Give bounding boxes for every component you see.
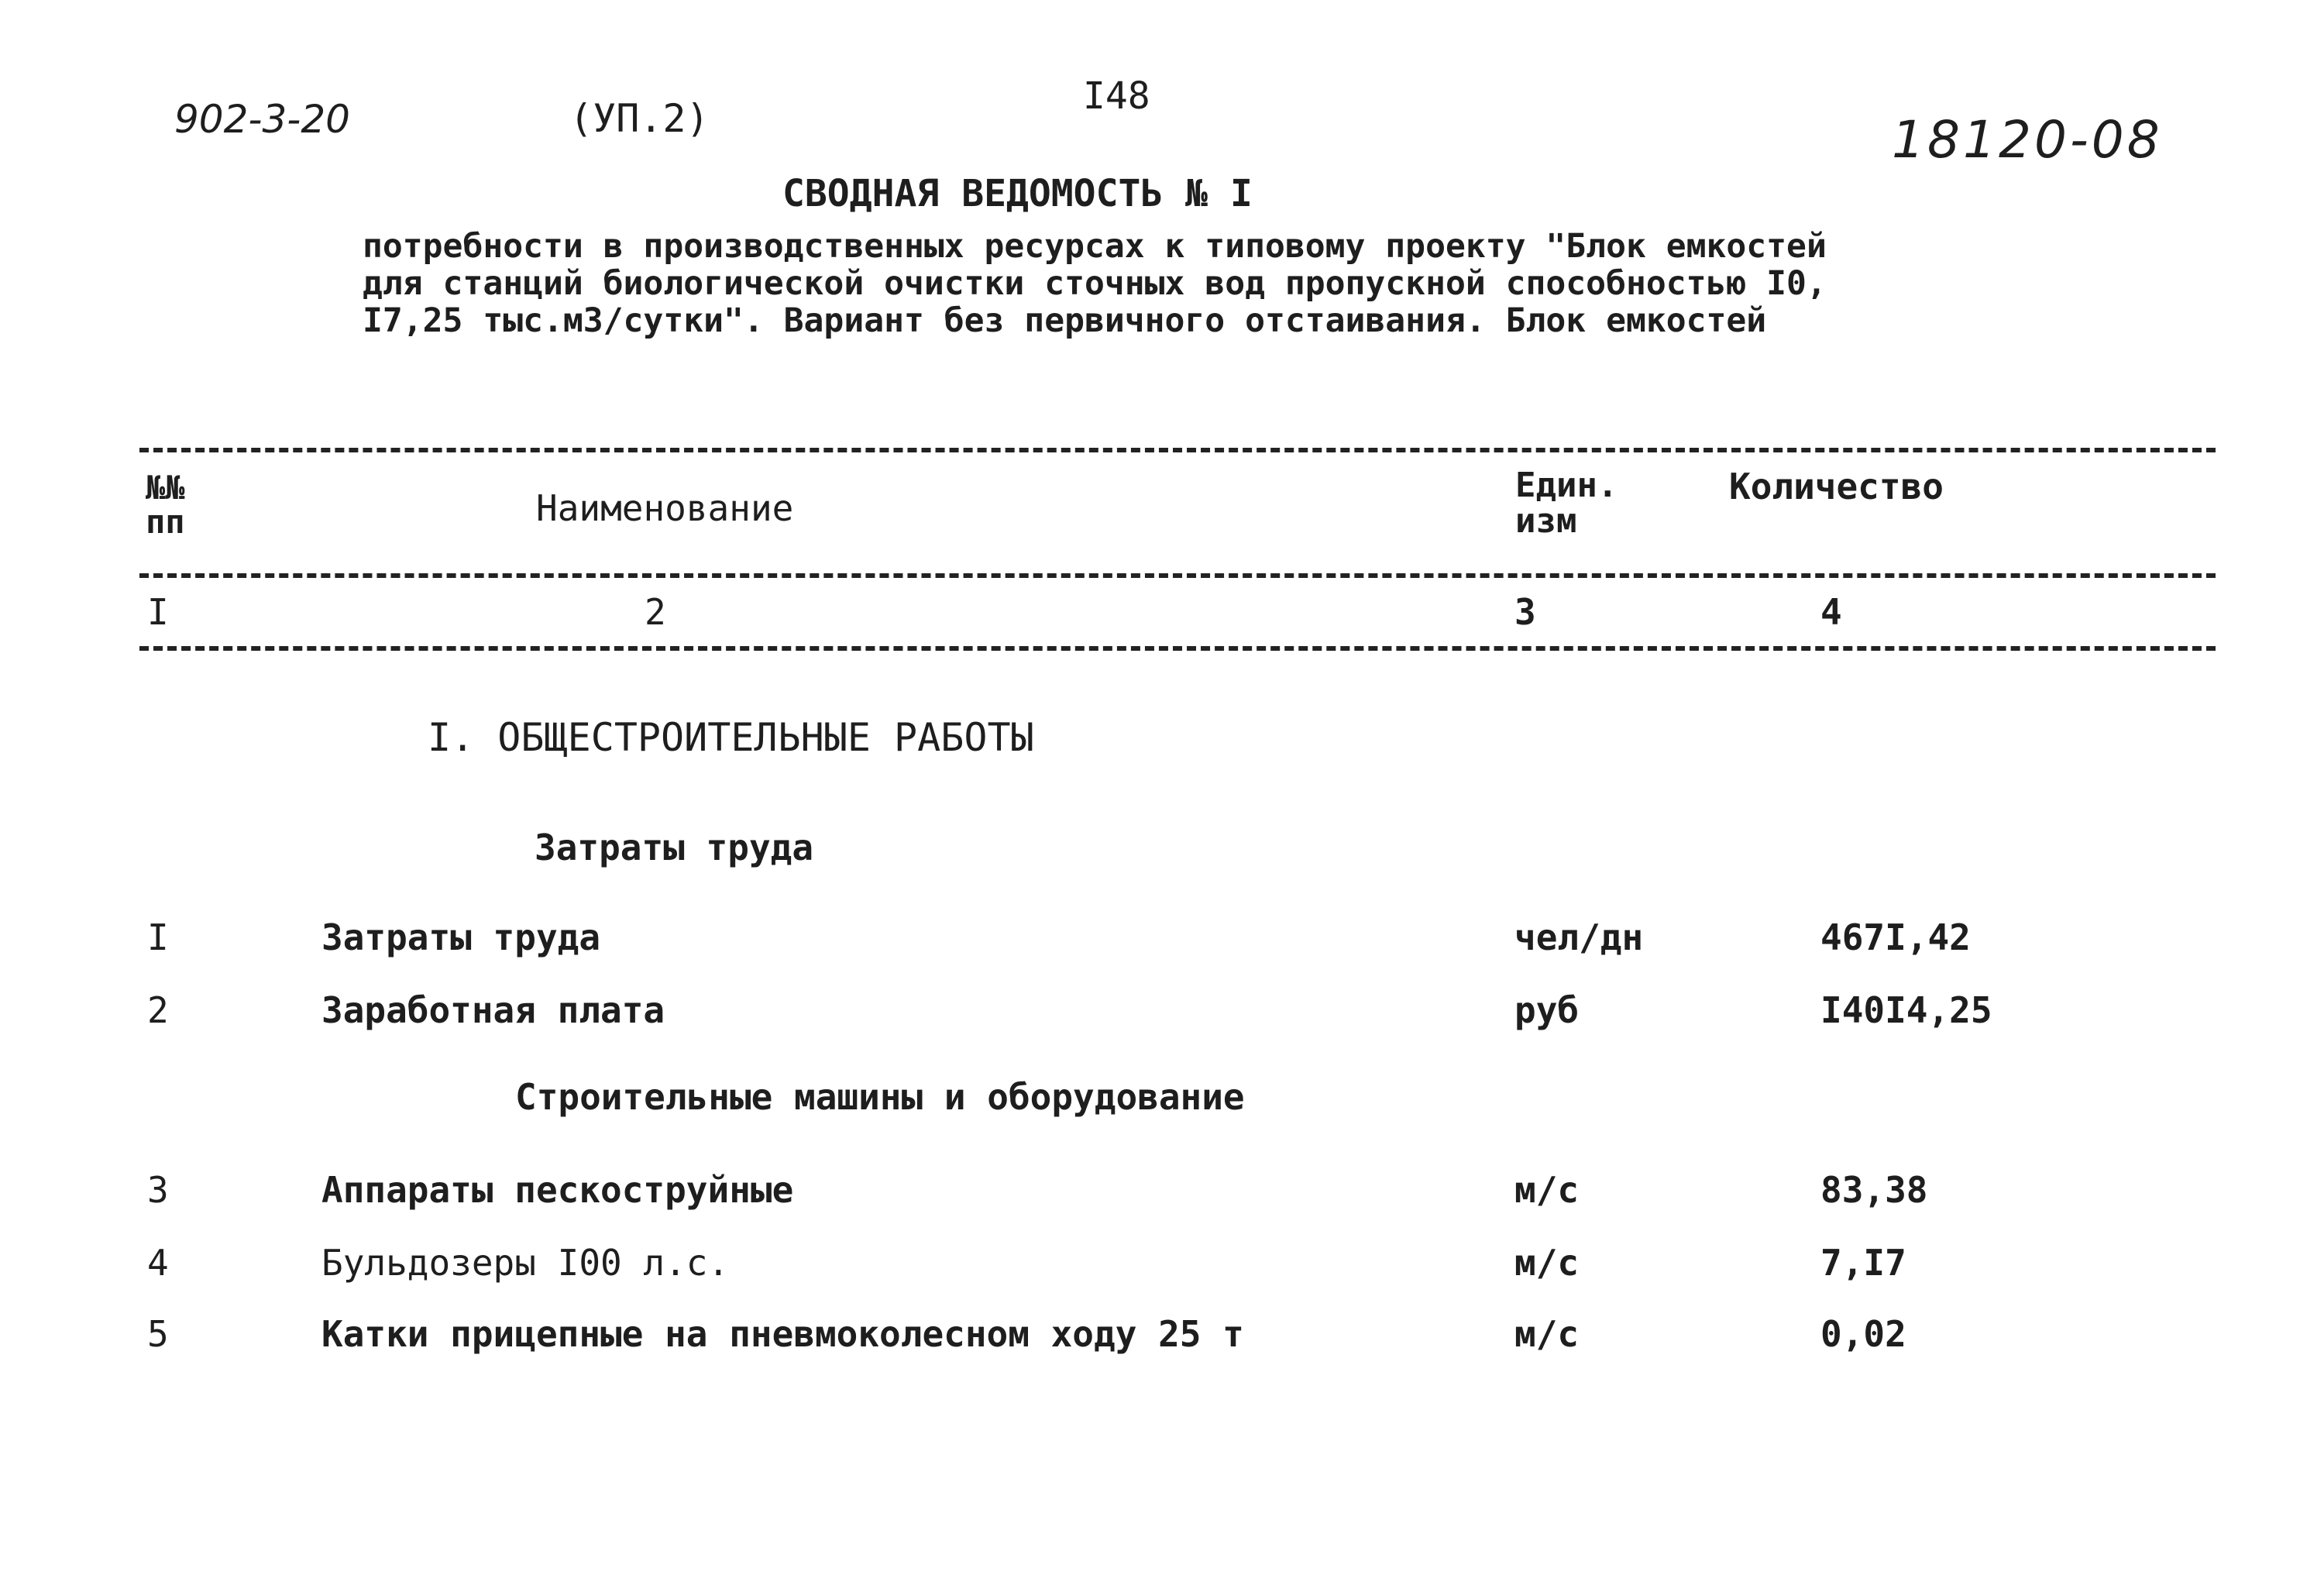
col-unit-header-line2: изм <box>1515 501 1577 541</box>
col-number-header-line2: пп <box>146 503 185 541</box>
col-number-header-line1: №№ <box>146 469 185 507</box>
table-mid-rule <box>139 573 2216 578</box>
table-row <box>0 1167 2324 1213</box>
table-row <box>0 914 2324 961</box>
album-label: (УП.2) <box>569 96 710 141</box>
row-name: Затраты труда <box>321 916 601 958</box>
group-title: Строительные машины и оборудование <box>515 1076 1245 1118</box>
project-code: 902-3-20 <box>174 97 350 142</box>
col-index-4: 4 <box>1820 591 1842 633</box>
row-quantity: 83,38 <box>1820 1169 1928 1211</box>
col-index-3: 3 <box>1514 591 1536 633</box>
row-quantity: 0,02 <box>1820 1313 1906 1355</box>
stamp-number: 18120-08 <box>1892 110 2163 170</box>
row-name: Аппараты пескоструйные <box>321 1169 794 1211</box>
row-name: Бульдозеры I00 л.с. <box>321 1242 730 1284</box>
row-unit: м/с <box>1514 1313 1580 1355</box>
row-quantity: I40I4,25 <box>1820 989 1992 1031</box>
subtitle-line: для станций биологической очистки сточных вод пропускной способностью I0, <box>363 264 1827 303</box>
table-row <box>0 1240 2324 1286</box>
section-title: I. ОБЩЕСТРОИТЕЛЬНЫЕ РАБОТЫ <box>428 715 1034 760</box>
table-top-rule <box>139 448 2216 452</box>
col-name-header: Наименование <box>536 487 794 529</box>
table-bottom-rule <box>139 646 2216 651</box>
col-index-1: I <box>147 591 169 633</box>
row-number: 3 <box>147 1169 169 1211</box>
row-unit: руб <box>1514 989 1580 1031</box>
row-number: 2 <box>147 989 169 1031</box>
col-qty-header: Количество <box>1729 466 1944 507</box>
row-quantity: 7,I7 <box>1820 1242 1906 1284</box>
row-number: 5 <box>147 1313 169 1355</box>
row-number: I <box>147 916 169 958</box>
col-index-2: 2 <box>645 591 666 633</box>
row-name: Катки прицепные на пневмоколесном ходу 25 т <box>321 1313 1244 1355</box>
row-unit: м/с <box>1514 1169 1580 1211</box>
table-row <box>0 987 2324 1033</box>
page-number: I48 <box>1083 74 1150 118</box>
subtitle-line: потребности в производственных ресурсах к типовому проекту "Блок емкостей <box>363 227 1827 266</box>
col-unit-header-line1: Един. <box>1515 466 1618 505</box>
row-name: Заработная плата <box>321 989 665 1031</box>
subtitle-line: I7,25 тыс.м3/сутки". Вариант без первичного отстаивания. Блок емкостей <box>363 301 1767 340</box>
group-title: Затраты труда <box>535 827 814 868</box>
document-title: СВОДНАЯ ВЕДОМОСТЬ № I <box>782 172 1253 215</box>
document-subtitle <box>363 228 1827 339</box>
row-number: 4 <box>147 1242 169 1284</box>
col-unit-header <box>1515 468 1618 539</box>
table-row <box>0 1311 2324 1357</box>
row-unit: м/с <box>1514 1242 1580 1284</box>
row-unit: чел/дн <box>1514 916 1644 958</box>
col-number-header <box>146 471 185 539</box>
row-quantity: 467I,42 <box>1820 916 1971 958</box>
